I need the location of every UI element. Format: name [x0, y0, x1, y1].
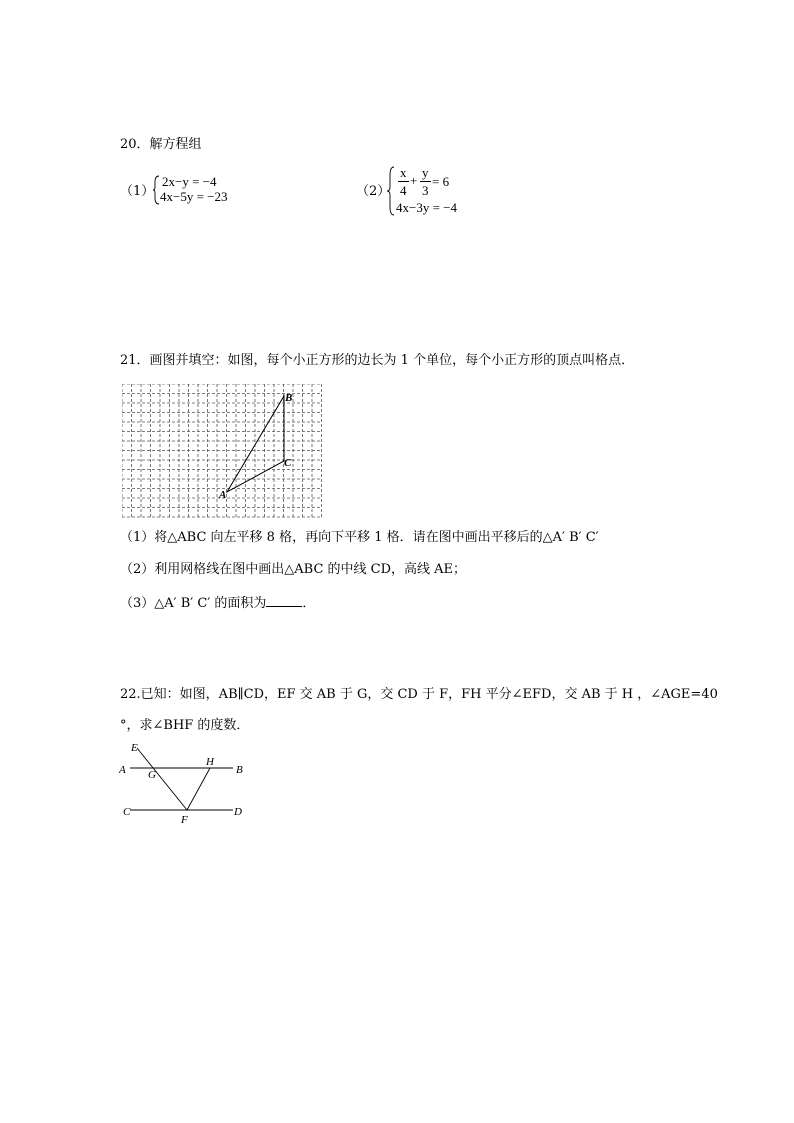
q21-sub2: （2）利用网格线在图中画出△ABC 的中线 CD，高线 AE； — [120, 562, 467, 577]
label-e: E — [131, 742, 138, 754]
q20-part1-eq2: 4x−5y = −23 — [160, 189, 228, 204]
line-fh — [187, 768, 210, 810]
q20-part2-eq2: 4x−3y = −4 — [396, 200, 457, 215]
q20-part2-frac1-den: 4 — [400, 183, 407, 198]
q20-part1-eq1: 2x−y = −4 — [162, 174, 217, 189]
q22-figure — [115, 738, 250, 828]
point-b-label: B — [285, 392, 293, 404]
q22-line2: °，求∠BHF 的度数． — [120, 718, 250, 733]
q21-title: 21．画图并填空：如图，每个小正方形的边长为 1 个单位，每个小正方形的顶点叫格点． — [120, 353, 635, 368]
q21-sub3-text: （3）△A′ B′ C′ 的面积为 — [120, 596, 267, 611]
label-g: G — [148, 769, 156, 781]
q20-title: 20．解方程组 — [120, 137, 202, 152]
q20-part2-frac2-den: 3 — [422, 183, 429, 198]
point-a-label: A — [219, 489, 227, 501]
q21-sub3 — [120, 594, 315, 612]
q21-answer-blank — [266, 594, 302, 607]
label-a: A — [119, 764, 126, 776]
line-ef — [137, 748, 187, 810]
q20-part1-label: （1） — [120, 184, 155, 199]
q20-part2-plus: + — [410, 173, 418, 188]
q20-part2-brace — [387, 166, 396, 216]
q20-part2-frac2-bar — [420, 181, 431, 182]
point-c-label: C — [284, 457, 292, 469]
label-c: C — [123, 806, 131, 818]
triangle-abc — [227, 396, 284, 492]
q20-part2-frac2-num: y — [422, 165, 429, 180]
q21-sub1: （1）将△ABC 向左平移 8 格，再向下平移 1 格．请在图中画出平移后的△A′ B′ C′ — [120, 530, 599, 545]
label-d: D — [234, 806, 242, 818]
label-h: H — [206, 756, 214, 768]
q20-part2-label: （2） — [356, 184, 391, 199]
label-b: B — [236, 764, 243, 776]
q20-part2-rhs: = 6 — [432, 174, 450, 189]
q22-line1: 22.已知：如图，AB∥CD，EF 交 AB 于 G，交 CD 于 F，FH 平分∠EFD，交 AB 于 H ，∠AGE=40 — [120, 687, 718, 702]
q21-grid-figure — [122, 384, 322, 519]
q20-part2-frac1-num: x — [400, 165, 407, 180]
label-f: F — [181, 814, 188, 826]
q21-sub3-end: ． — [302, 596, 316, 611]
q20-part2-frac1-bar — [398, 181, 409, 182]
